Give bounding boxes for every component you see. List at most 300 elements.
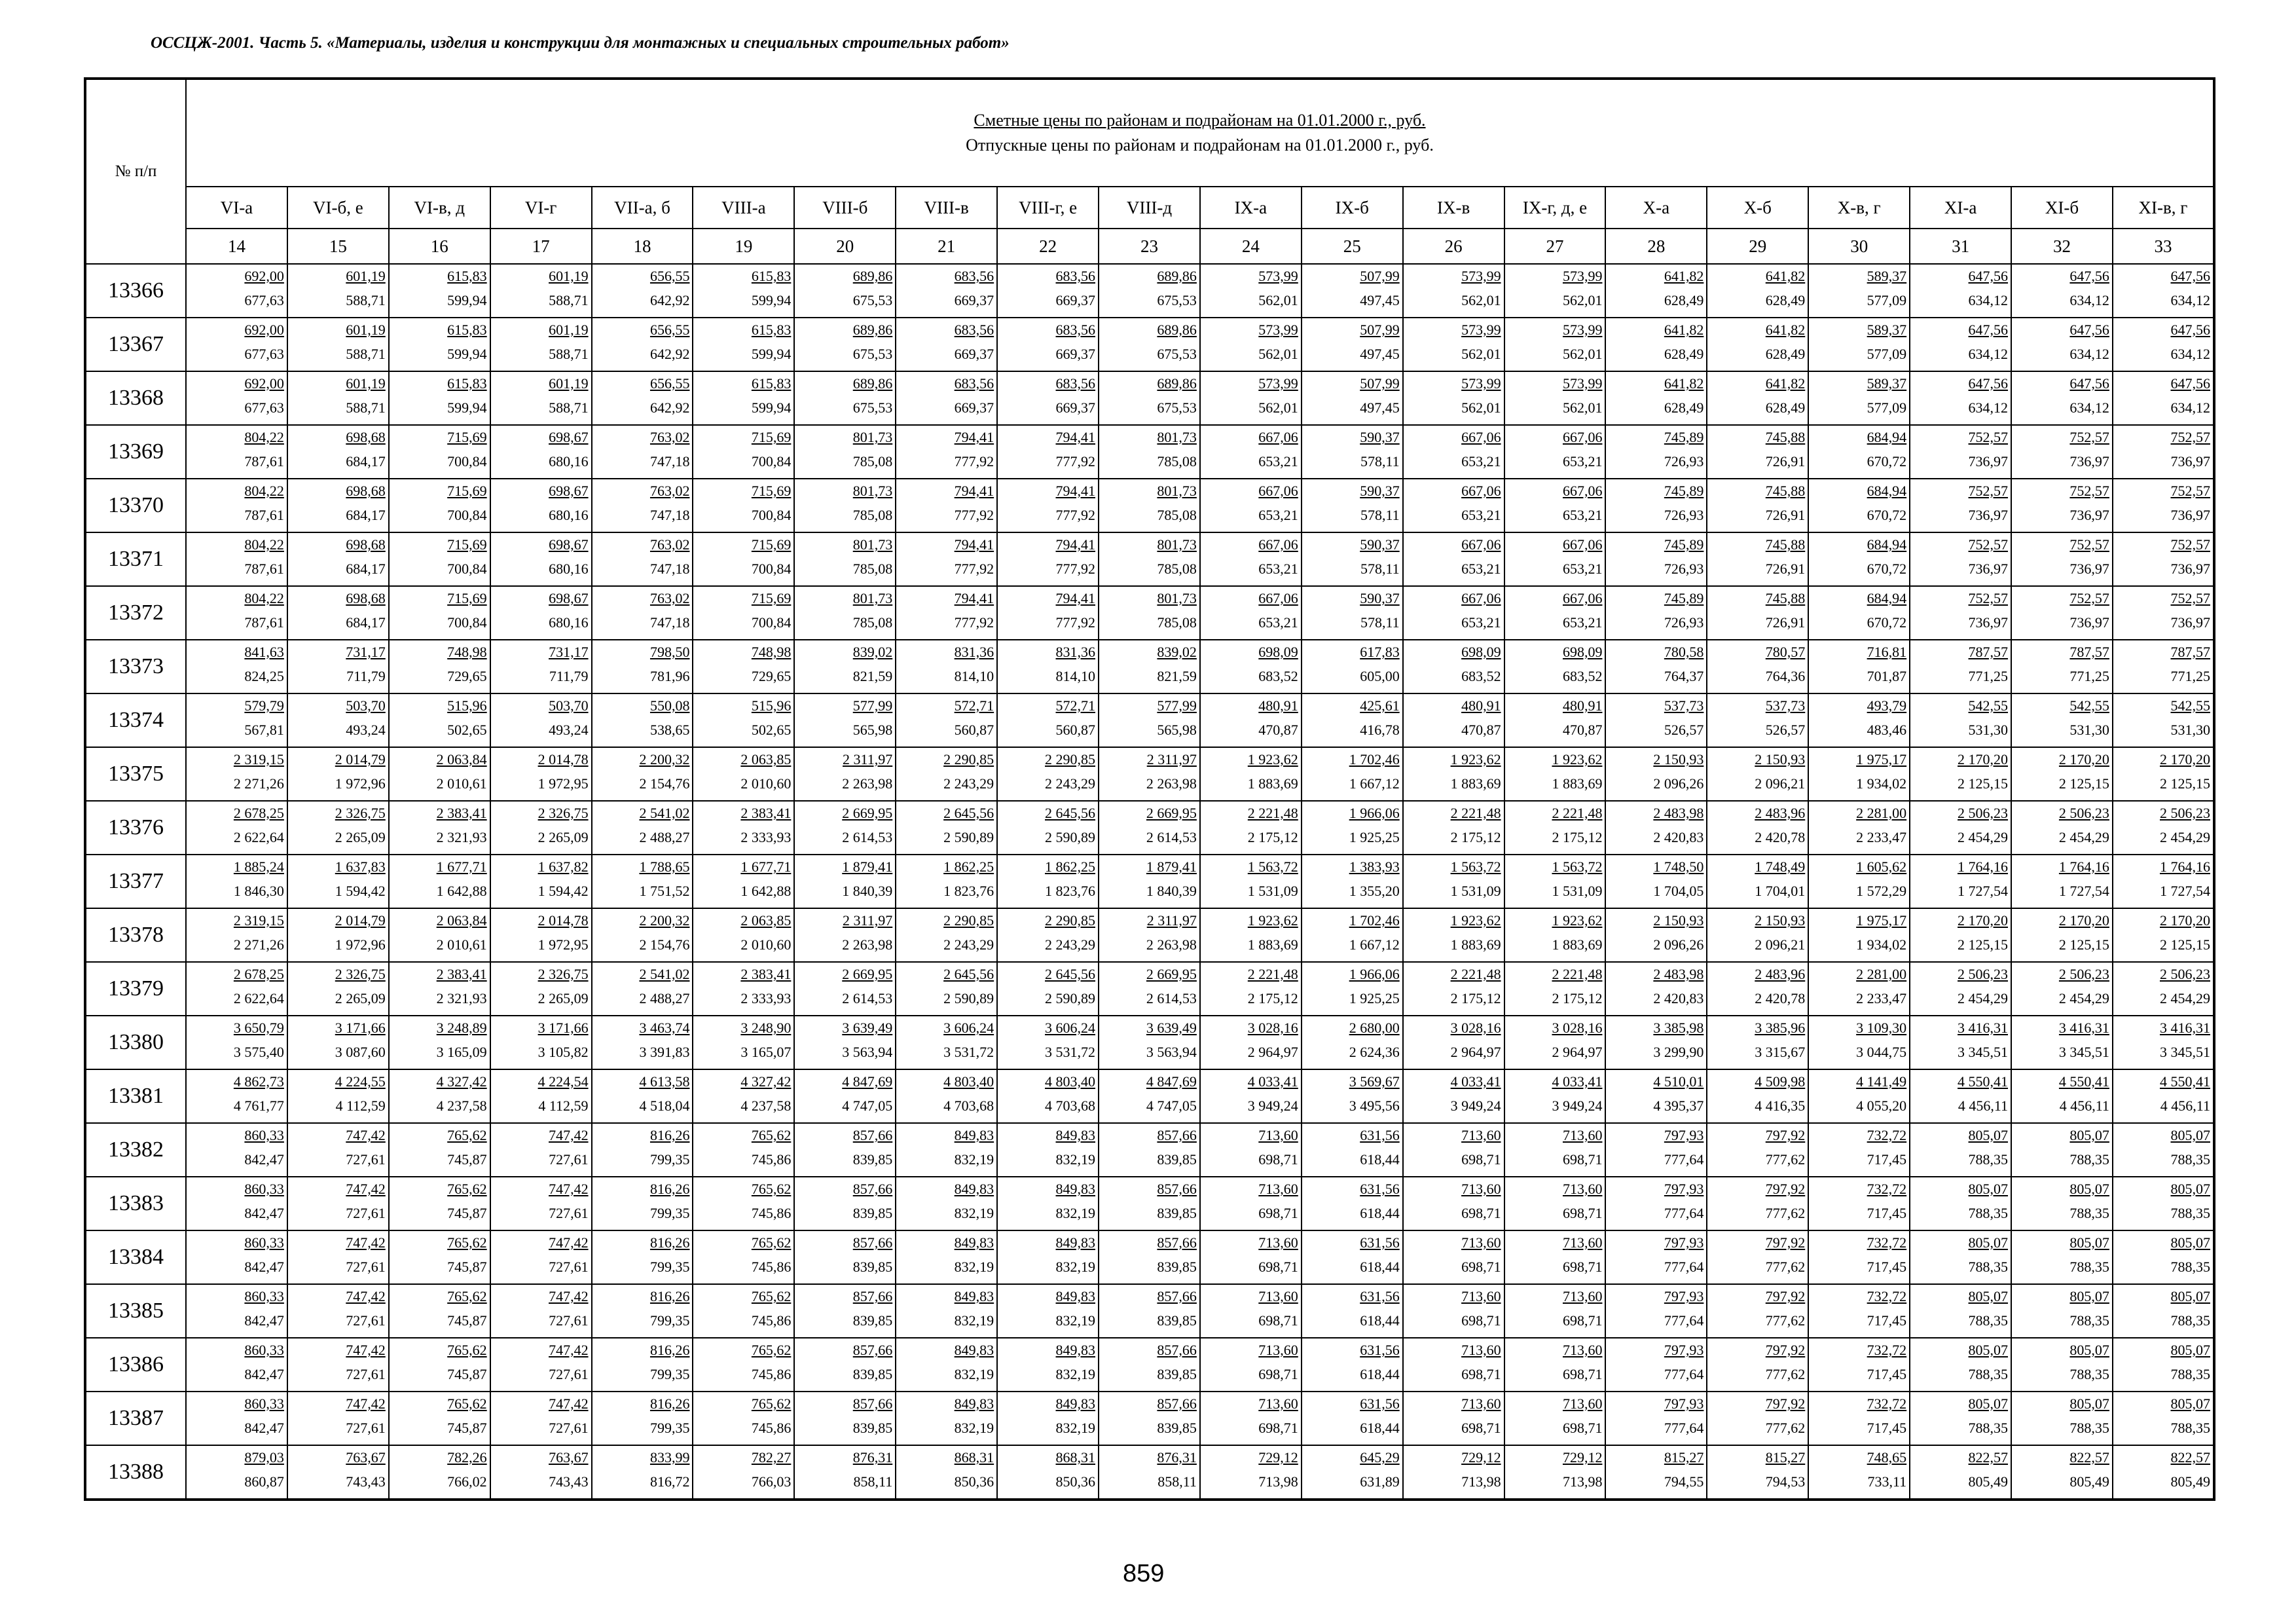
release-price: 839,85 <box>1157 1366 1197 1382</box>
release-price: 4 456,11 <box>2059 1098 2109 1114</box>
price-cell <box>997 479 1099 532</box>
release-price: 677,63 <box>244 346 284 362</box>
price-cell <box>2011 1123 2113 1177</box>
estimate-price: 763,02 <box>649 536 690 553</box>
estimate-price: 732,72 <box>1867 1288 1907 1304</box>
price-cell <box>1707 1284 1808 1338</box>
estimate-price: 2 483,96 <box>1755 805 1806 821</box>
price-cell <box>186 479 287 532</box>
release-price: 785,08 <box>1157 614 1197 631</box>
release-price: 788,35 <box>2170 1420 2210 1436</box>
price-cell <box>693 693 794 747</box>
release-price: 832,19 <box>954 1205 994 1221</box>
release-price: 794,55 <box>1664 1473 1704 1490</box>
estimate-price: 2 483,96 <box>1755 966 1806 982</box>
price-cell <box>794 532 896 586</box>
estimate-price: 542,55 <box>2069 697 2109 714</box>
estimate-price: 752,57 <box>2170 536 2210 553</box>
estimate-price: 2 506,23 <box>2159 966 2210 982</box>
price-cell <box>1910 962 2011 1016</box>
price-cell <box>794 640 896 693</box>
estimate-price: 1 764,16 <box>2058 858 2109 875</box>
release-price: 698,71 <box>1562 1151 1603 1168</box>
release-price: 669,37 <box>1055 399 1096 416</box>
release-price: 680,16 <box>549 507 589 523</box>
release-price: 726,91 <box>1765 453 1806 470</box>
district-header: VIII-а <box>693 187 794 229</box>
estimate-price: 2 319,15 <box>233 912 284 929</box>
price-cell <box>186 693 287 747</box>
price-cell <box>1403 1284 1504 1338</box>
price-cell <box>1605 371 1707 425</box>
price-cell <box>287 586 389 640</box>
release-price: 821,59 <box>1157 668 1197 684</box>
estimate-price: 667,06 <box>1258 590 1298 606</box>
release-price: 577,09 <box>1867 346 1907 362</box>
estimate-price: 2 290,85 <box>1045 751 1096 767</box>
release-price-title: Отпускные цены по районам и подрайонам на 01.01.2000 г., руб. <box>966 136 1434 155</box>
table-row <box>85 532 2214 586</box>
release-price: 788,35 <box>1968 1312 2009 1329</box>
price-cell <box>490 425 592 479</box>
estimate-price: 689,86 <box>1157 322 1197 338</box>
price-cell <box>1403 479 1504 532</box>
price-cell <box>1910 532 2011 586</box>
price-cell <box>997 962 1099 1016</box>
release-price: 634,12 <box>2069 346 2109 362</box>
price-cell <box>1707 1445 1808 1500</box>
release-price: 726,91 <box>1765 561 1806 577</box>
table-row <box>85 693 2214 747</box>
estimate-price: 4 327,42 <box>740 1073 792 1090</box>
release-price: 745,86 <box>751 1366 792 1382</box>
price-cell <box>490 908 592 962</box>
estimate-price: 692,00 <box>244 268 284 284</box>
price-cell <box>1200 801 1302 855</box>
price-cell <box>896 1069 997 1123</box>
estimate-price: 763,67 <box>549 1449 589 1466</box>
price-cell <box>693 1069 794 1123</box>
price-cell <box>2011 1069 2113 1123</box>
price-cell <box>1707 1177 1808 1230</box>
estimate-price: 689,86 <box>1157 375 1197 392</box>
estimate-price: 765,62 <box>751 1395 792 1412</box>
release-price: 562,01 <box>1562 292 1603 308</box>
release-price: 788,35 <box>2170 1312 2210 1329</box>
estimate-price: 801,73 <box>852 590 893 606</box>
estimate-price: 2 014,78 <box>538 751 589 767</box>
column-number: 16 <box>389 229 490 264</box>
estimate-price: 590,37 <box>1360 483 1400 499</box>
price-cell <box>1099 855 1200 908</box>
estimate-price: 617,83 <box>1360 644 1400 660</box>
release-price: 599,94 <box>751 399 792 416</box>
district-header: XI-а <box>1910 187 2011 229</box>
price-cell <box>287 371 389 425</box>
release-price: 736,97 <box>2069 561 2109 577</box>
estimate-price: 857,66 <box>1157 1395 1197 1412</box>
price-cell <box>2113 479 2214 532</box>
estimate-price: 801,73 <box>1157 536 1197 553</box>
price-cell <box>896 425 997 479</box>
estimate-price: 3 385,96 <box>1755 1020 1806 1036</box>
price-cell <box>490 1177 592 1230</box>
column-number: 29 <box>1707 229 1808 264</box>
release-price: 670,72 <box>1867 453 1907 470</box>
estimate-price: 804,22 <box>244 483 284 499</box>
release-price: 416,78 <box>1360 722 1400 738</box>
price-cell <box>186 318 287 371</box>
release-price: 2 175,12 <box>1450 829 1501 845</box>
release-price: 727,61 <box>549 1420 589 1436</box>
price-cell <box>592 532 693 586</box>
price-cell <box>592 1069 693 1123</box>
price-cell <box>794 1177 896 1230</box>
release-price: 698,71 <box>1461 1259 1501 1275</box>
release-price: 1 883,69 <box>1552 775 1603 792</box>
price-cell <box>1910 693 2011 747</box>
estimate-price: 684,94 <box>1867 590 1907 606</box>
estimate-price: 2 063,84 <box>436 912 487 929</box>
estimate-price: 1 563,72 <box>1247 858 1298 875</box>
price-cell <box>2011 1016 2113 1069</box>
release-price: 1 883,69 <box>1450 936 1501 953</box>
table-row <box>85 1392 2214 1445</box>
release-price: 675,53 <box>1157 399 1197 416</box>
release-price: 2 590,89 <box>943 990 994 1006</box>
release-price: 2 263,98 <box>842 775 893 792</box>
price-cell <box>1403 1445 1504 1500</box>
column-number: 23 <box>1099 229 1200 264</box>
release-price: 1 883,69 <box>1552 936 1603 953</box>
price-cell <box>1910 908 2011 962</box>
estimate-price: 849,83 <box>954 1288 994 1304</box>
release-price: 858,11 <box>1157 1473 1197 1490</box>
estimate-price: 3 416,31 <box>1958 1020 2009 1036</box>
estimate-price: 765,62 <box>751 1181 792 1197</box>
price-cell <box>1403 693 1504 747</box>
price-cell <box>1099 801 1200 855</box>
price-cell <box>1910 1177 2011 1230</box>
price-cell <box>997 1338 1099 1392</box>
price-cell <box>1808 1016 1910 1069</box>
release-price: 3 575,40 <box>233 1044 284 1060</box>
release-price: 562,01 <box>1461 292 1501 308</box>
estimate-price: 631,56 <box>1360 1127 1400 1143</box>
price-cell <box>1707 371 1808 425</box>
table-row <box>85 371 2214 425</box>
estimate-price: 747,42 <box>346 1288 386 1304</box>
release-price: 698,71 <box>1258 1259 1298 1275</box>
release-price: 745,86 <box>751 1151 792 1168</box>
row-number: 13376 <box>85 801 186 855</box>
estimate-price: 3 109,30 <box>1856 1020 1907 1036</box>
estimate-price: 805,07 <box>2069 1288 2109 1304</box>
release-price: 839,85 <box>852 1259 893 1275</box>
price-cell <box>1707 855 1808 908</box>
release-price: 698,71 <box>1562 1366 1603 1382</box>
price-cell <box>2011 693 2113 747</box>
estimate-price: 713,60 <box>1258 1234 1298 1251</box>
estimate-price: 805,07 <box>1968 1181 2009 1197</box>
release-price: 2 010,60 <box>740 936 792 953</box>
estimate-price: 805,07 <box>1968 1395 2009 1412</box>
release-price: 628,49 <box>1664 292 1704 308</box>
price-cell <box>592 1445 693 1500</box>
price-cell <box>1403 264 1504 318</box>
estimate-price: 2 678,25 <box>233 805 284 821</box>
column-number: 26 <box>1403 229 1504 264</box>
release-price: 736,97 <box>1968 507 2009 523</box>
release-price: 653,21 <box>1461 453 1501 470</box>
release-price: 560,87 <box>1055 722 1096 738</box>
estimate-price: 713,60 <box>1562 1288 1603 1304</box>
release-price: 858,11 <box>853 1473 893 1490</box>
release-price: 787,61 <box>244 614 284 631</box>
price-cell <box>490 747 592 801</box>
release-price: 727,61 <box>346 1151 386 1168</box>
release-price: 729,65 <box>447 668 487 684</box>
release-price: 588,71 <box>549 346 589 362</box>
release-price: 839,85 <box>1157 1420 1197 1436</box>
estimate-price: 782,27 <box>751 1449 792 1466</box>
price-cell <box>1605 479 1707 532</box>
price-cell <box>997 1392 1099 1445</box>
price-cell <box>1910 264 2011 318</box>
release-price: 727,61 <box>346 1205 386 1221</box>
release-price: 700,84 <box>751 614 792 631</box>
price-cell <box>1910 1230 2011 1284</box>
price-cell <box>186 855 287 908</box>
release-price: 727,61 <box>346 1259 386 1275</box>
release-price: 470,87 <box>1258 722 1298 738</box>
release-price: 2 622,64 <box>233 990 284 1006</box>
estimate-price: 745,89 <box>1664 483 1704 499</box>
price-cell <box>1200 479 1302 532</box>
estimate-price: 713,60 <box>1562 1234 1603 1251</box>
price-cell <box>1403 1177 1504 1230</box>
estimate-price: 713,60 <box>1461 1181 1501 1197</box>
price-cell <box>693 908 794 962</box>
estimate-price: 2 063,84 <box>436 751 487 767</box>
release-price: 618,44 <box>1360 1259 1400 1275</box>
column-number: 27 <box>1504 229 1606 264</box>
release-price: 1 972,96 <box>335 936 386 953</box>
price-cell <box>389 962 490 1016</box>
column-number: 21 <box>896 229 997 264</box>
estimate-price: 729,12 <box>1461 1449 1501 1466</box>
price-cell <box>997 425 1099 479</box>
release-price: 745,87 <box>447 1312 487 1329</box>
estimate-price: 1 563,72 <box>1450 858 1501 875</box>
estimate-price: 752,57 <box>2069 590 2109 606</box>
price-cell <box>1099 908 1200 962</box>
release-price: 799,35 <box>649 1151 690 1168</box>
estimate-price: 698,67 <box>549 536 589 553</box>
estimate-price: 763,02 <box>649 429 690 445</box>
estimate-price: 542,55 <box>1968 697 2009 714</box>
estimate-price: 713,60 <box>1562 1127 1603 1143</box>
price-cell <box>896 908 997 962</box>
release-price: 683,52 <box>1562 668 1603 684</box>
price-cell <box>2113 801 2214 855</box>
price-cell <box>1910 855 2011 908</box>
release-price: 842,47 <box>244 1205 284 1221</box>
price-cell <box>794 318 896 371</box>
release-price: 736,97 <box>2069 614 2109 631</box>
estimate-price: 745,89 <box>1664 429 1704 445</box>
estimate-price: 805,07 <box>2170 1181 2210 1197</box>
release-price: 777,92 <box>954 614 994 631</box>
estimate-price: 573,99 <box>1461 322 1501 338</box>
release-price: 2 243,29 <box>1045 936 1096 953</box>
price-cell <box>2113 747 2214 801</box>
release-price: 1 594,42 <box>538 883 589 899</box>
estimate-price: 3 416,31 <box>2058 1020 2109 1036</box>
estimate-price: 3 171,66 <box>335 1020 386 1036</box>
district-header: VIII-в <box>896 187 997 229</box>
price-cell <box>1504 1392 1606 1445</box>
release-price: 3 563,94 <box>1146 1044 1197 1060</box>
release-price: 839,85 <box>852 1420 893 1436</box>
release-price: 700,84 <box>751 507 792 523</box>
price-cell <box>1200 693 1302 747</box>
estimate-price: 425,61 <box>1360 697 1400 714</box>
release-price: 700,84 <box>751 561 792 577</box>
estimate-price: 1 677,71 <box>740 858 792 875</box>
estimate-price: 815,27 <box>1664 1449 1704 1466</box>
release-price: 745,87 <box>447 1151 487 1168</box>
estimate-price: 798,50 <box>649 644 690 660</box>
price-cell <box>1302 1284 1403 1338</box>
estimate-price: 804,22 <box>244 429 284 445</box>
release-price: 2 454,29 <box>2058 990 2109 1006</box>
release-price: 634,12 <box>2170 399 2210 416</box>
price-cell <box>896 1392 997 1445</box>
price-cell <box>1707 1338 1808 1392</box>
price-cell <box>592 908 693 962</box>
release-price: 777,62 <box>1765 1151 1806 1168</box>
release-price: 1 594,42 <box>335 883 386 899</box>
estimate-price: 631,56 <box>1360 1395 1400 1412</box>
estimate-price: 805,07 <box>2170 1395 2210 1412</box>
price-cell <box>794 962 896 1016</box>
release-price: 1 883,69 <box>1247 775 1298 792</box>
estimate-price: 805,07 <box>2069 1181 2109 1197</box>
release-price: 680,16 <box>549 561 589 577</box>
price-cell <box>1504 532 1606 586</box>
estimate-price: 763,02 <box>649 483 690 499</box>
row-number: 13372 <box>85 586 186 640</box>
price-cell <box>1707 532 1808 586</box>
estimate-price: 765,62 <box>447 1181 487 1197</box>
price-cell <box>693 962 794 1016</box>
estimate-price: 631,56 <box>1360 1342 1400 1358</box>
estimate-price: 868,31 <box>1055 1449 1096 1466</box>
estimate-price: 1 923,62 <box>1450 751 1501 767</box>
estimate-price: 752,57 <box>1968 590 2009 606</box>
release-price: 777,64 <box>1664 1420 1704 1436</box>
district-header: VII-а, б <box>592 187 693 229</box>
price-cell <box>693 1284 794 1338</box>
release-price: 832,19 <box>954 1259 994 1275</box>
estimate-price: 573,99 <box>1562 375 1603 392</box>
release-price: 2 125,15 <box>2159 775 2210 792</box>
row-number: 13368 <box>85 371 186 425</box>
release-price: 717,45 <box>1867 1151 1907 1168</box>
estimate-price: 729,12 <box>1562 1449 1603 1466</box>
release-price: 711,79 <box>346 668 386 684</box>
price-cell <box>389 1392 490 1445</box>
release-price: 2 175,12 <box>1450 990 1501 1006</box>
price-cell <box>1200 425 1302 479</box>
release-price: 788,35 <box>2069 1259 2109 1275</box>
release-price: 771,25 <box>2170 668 2210 684</box>
price-cell <box>490 962 592 1016</box>
price-cell <box>490 264 592 318</box>
estimate-price: 805,07 <box>2069 1234 2109 1251</box>
estimate-price: 876,31 <box>1157 1449 1197 1466</box>
price-cell <box>1808 693 1910 747</box>
estimate-price: 667,06 <box>1461 590 1501 606</box>
release-price: 1 972,95 <box>538 936 589 953</box>
district-header: VIII-д <box>1099 187 1200 229</box>
estimate-price: 683,56 <box>954 322 994 338</box>
price-cell <box>287 747 389 801</box>
price-cell <box>1707 1069 1808 1123</box>
release-price: 634,12 <box>2069 292 2109 308</box>
price-cell <box>1504 855 1606 908</box>
estimate-price: 745,89 <box>1664 590 1704 606</box>
release-price: 2 420,83 <box>1653 829 1704 845</box>
release-price: 832,19 <box>954 1366 994 1382</box>
estimate-price: 2 170,20 <box>2159 912 2210 929</box>
release-price: 743,43 <box>346 1473 386 1490</box>
release-price: 727,61 <box>549 1205 589 1221</box>
release-price: 839,85 <box>852 1366 893 1382</box>
price-cell <box>693 1338 794 1392</box>
price-cell <box>1504 801 1606 855</box>
estimate-price: 745,89 <box>1664 536 1704 553</box>
estimate-price: 2 326,75 <box>538 966 589 982</box>
estimate-price: 857,66 <box>1157 1181 1197 1197</box>
price-cell <box>1302 1123 1403 1177</box>
release-price: 3 044,75 <box>1856 1044 1907 1060</box>
release-price: 717,45 <box>1867 1259 1907 1275</box>
row-number: 13388 <box>85 1445 186 1500</box>
price-cell <box>1605 1284 1707 1338</box>
release-price: 4 112,59 <box>335 1098 386 1114</box>
row-number: 13380 <box>85 1016 186 1069</box>
release-price: 2 125,15 <box>2159 936 2210 953</box>
estimate-price: 765,62 <box>447 1288 487 1304</box>
estimate-price: 857,66 <box>1157 1234 1197 1251</box>
estimate-price: 4 550,41 <box>2058 1073 2109 1090</box>
price-cell <box>2113 908 2214 962</box>
price-cell <box>1707 801 1808 855</box>
estimate-price: 590,37 <box>1360 429 1400 445</box>
estimate-price: 667,06 <box>1562 590 1603 606</box>
estimate-price: 615,83 <box>751 322 792 338</box>
price-cell <box>1200 1123 1302 1177</box>
price-cell <box>1910 1123 2011 1177</box>
release-price: 698,71 <box>1461 1366 1501 1382</box>
release-price: 2 233,47 <box>1856 990 1907 1006</box>
release-price: 745,87 <box>447 1366 487 1382</box>
price-cell <box>389 801 490 855</box>
price-cell <box>592 1284 693 1338</box>
release-price: 653,21 <box>1258 561 1298 577</box>
